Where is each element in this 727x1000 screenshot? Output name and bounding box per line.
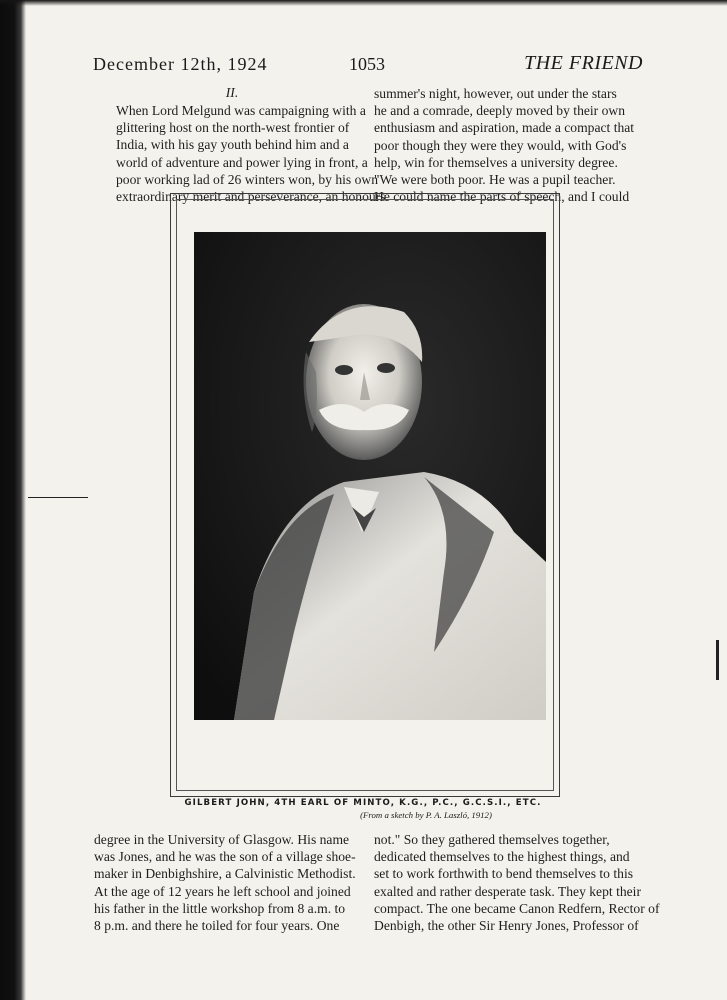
text-line: 8 p.m. and there he toiled for four years. One: [94, 918, 340, 934]
text-line: he and a comrade, deeply moved by their own: [374, 103, 626, 119]
article-column-bottom-right: [374, 831, 660, 934]
illustration-credit: (From a sketch by P. A. Laszló, 1912): [360, 810, 492, 820]
paragraph: [94, 831, 362, 934]
text-line: degree in the University of Glasgow. His name: [94, 832, 350, 847]
text-line: India, with his gay youth behind him and a: [116, 137, 349, 153]
text-line: enthusiasm and aspiration, made a compact that: [374, 120, 635, 136]
journal-title: THE FRIEND: [524, 52, 643, 74]
text-line: At the age of 12 years he left school and joined: [94, 883, 351, 899]
paragraph: [100, 102, 386, 205]
page-number: 1053: [349, 54, 385, 74]
text-line: poor working lad of 26 winters won, by his own: [116, 171, 379, 187]
text-line: maker in Denbighshire, a Calvinistic Methodist.: [94, 866, 356, 882]
scan-binding-edge: [0, 0, 26, 1000]
text-line: poor though they were they would, with God's: [374, 137, 627, 153]
text-line: set to work forthwith to bend themselves to this: [374, 866, 634, 882]
text-line: his father in the little workshop from 8 a.m. to: [94, 900, 346, 916]
paragraph: [374, 85, 640, 205]
article-column-top-left: [100, 85, 386, 205]
text-line: extraordinary merit and perseverance, an honours: [116, 189, 386, 205]
issue-date: December 12th, 1924: [93, 54, 268, 74]
section-number: II.: [225, 85, 239, 100]
portrait-image: [194, 232, 546, 720]
scan-top-edge: [0, 0, 727, 6]
article-column-bottom-left: [94, 831, 362, 934]
text-line: dedicated themselves to the highest things, and: [374, 849, 630, 865]
portrait-sketch: [194, 232, 546, 720]
text-line: compact. The one became Canon Redfern, Rector of: [374, 900, 660, 916]
illustration-caption: GILBERT JOHN, 4TH EARL OF MINTO, K.G., P.C., G.C.S.I., ETC.: [184, 798, 542, 808]
paragraph: [374, 831, 660, 934]
text-line: When Lord Melgund was campaigning with a: [116, 103, 366, 118]
text-line: He could name the parts of speech, and I could: [374, 189, 630, 205]
text-line: summer's night, however, out under the stars: [374, 86, 617, 101]
text-line: exalted and rather desperate task. They kept their: [374, 883, 641, 899]
text-line: was Jones, and he was the son of a village shoe-: [94, 849, 356, 865]
text-line: world of adventure and power lying in front, a: [116, 154, 368, 170]
scan-artifact-mark: [716, 640, 719, 680]
text-line: "We were both poor. He was a pupil teacher.: [374, 172, 616, 188]
article-column-top-right: [374, 85, 640, 205]
text-line: glittering host on the north-west frontier of: [116, 120, 350, 136]
text-line: help, win for themselves a university degree.: [374, 154, 618, 170]
page-header: [93, 52, 643, 78]
text-line: not." So they gathered themselves together,: [374, 832, 610, 847]
text-line: Denbigh, the other Sir Henry Jones, Professor of: [374, 918, 639, 934]
scan-artifact-line: [28, 497, 88, 498]
